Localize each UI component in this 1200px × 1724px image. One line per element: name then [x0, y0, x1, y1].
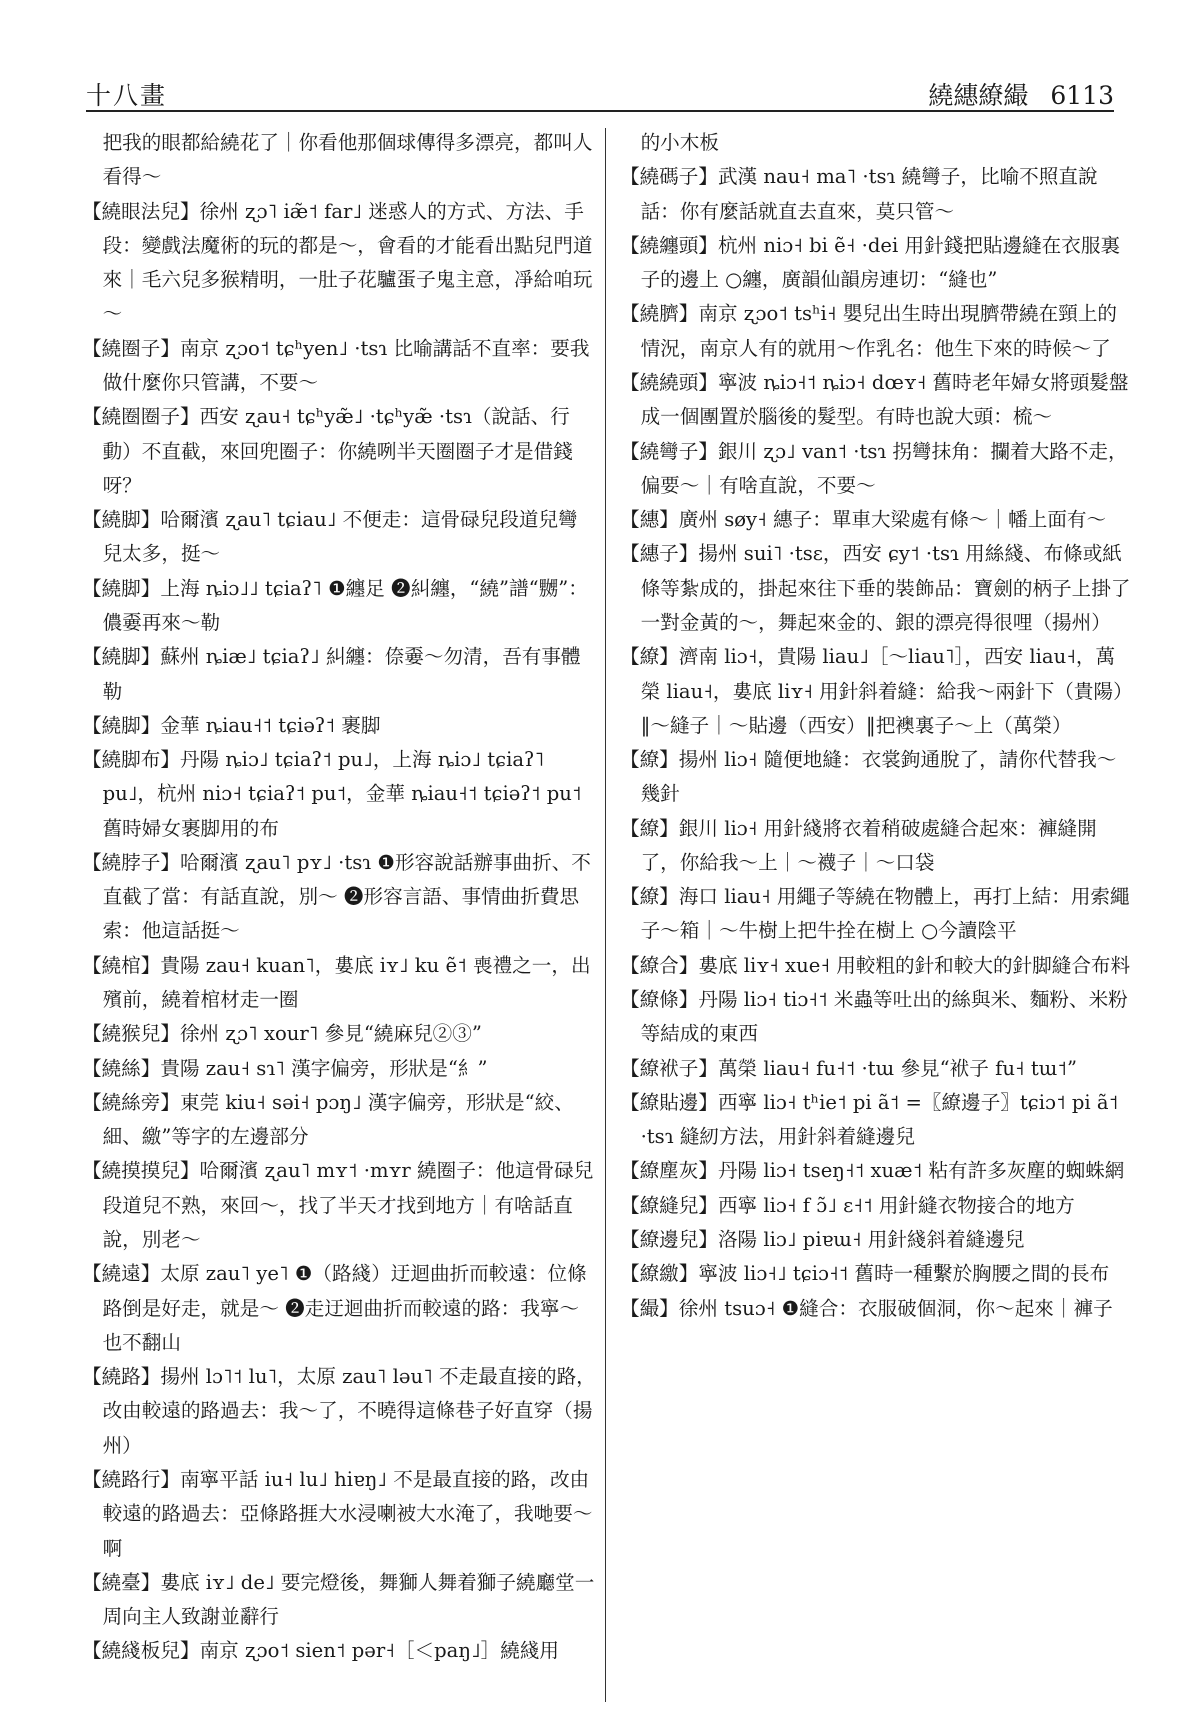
dictionary-entry: 【繞絲旁】東莞 kiu˧ səi˧ pɔŋ˩ 漢字偏旁，形狀是“絞、細、繳”等字的左邊部分 — [82, 1090, 574, 1149]
dictionary-entry: 【繞摸摸兒】哈爾濱 ʐau˥ mʏ˦ ·mʏr 繞圈子：他這骨碌兒段道兒不熟，來回～，找了半天才找到地方｜有啥話直說，別老～ — [82, 1159, 594, 1251]
dictionary-entry: 【繞脚】哈爾濱 ʐau˥ tɕiau˩ 不便走：這骨碌兒段道兒彎兒太多，挺～ — [82, 508, 578, 566]
dictionary-entry: 【繞圈子】南京 ʐɔo˦ tɕʰyen˩ ·tsɿ 比喻講話不直率：要我做什麼你只管講，不要～ — [82, 336, 590, 394]
dictionary-entry: 【繞碼子】武漢 nau˧ ma˥ ·tsɿ 繞彎子，比喻不照直說話：你有麼話就直去直來，莫只管～ — [620, 165, 1098, 223]
continued-text: 把我的眼都給繞花了｜你看他那個球傳得多漂亮，都叫人看得～ — [102, 131, 593, 189]
dictionary-entry: 【繚條】丹陽 liɔ˧ tiɔ˧˦ 米蟲等吐出的絲與米、麵粉、米粉等結成的東西 — [620, 988, 1128, 1046]
dictionary-entry: 【繚合】婁底 liʏ˧ xue˧ 用較粗的針和較大的針脚縫合布料 — [620, 953, 1131, 977]
dictionary-entry: 【繞路行】南寧平話 iu˧ lu˩ hiɐŋ˩ 不是最直接的路，改由較遠的路過去：亞條路捱大水浸喇被大水淹了，我哋要～啊 — [82, 1467, 593, 1560]
dictionary-entry: 【繚繳】寧波 liɔ˧˩ tɕiɔ˧˦ 舊時一種繫於胸腰之間的長布 — [620, 1262, 1110, 1286]
dictionary-entry: 【繞繞頭】寧波 ȵiɔ˧˦ ȵiɔ˧ dœʏ˧ 舊時老年婦女將頭髮盤成一個團置於腦後的髮型。有時也說大頭：梳～ — [620, 370, 1129, 429]
right-column — [620, 126, 1134, 1326]
dictionary-entry: 【繚塵灰】丹陽 liɔ˧ tseŋ˧˦ xuæ˦ 粘有許多灰塵的蜘蛛網 — [620, 1159, 1125, 1183]
dictionary-entry: 【繞圈圈子】西安 ʐau˧ tɕʰyæ̃˩ ·tɕʰyæ̃ ·tsɿ（說話、行動）不直截，來回兜圈子：你繞咧半天圈圈子才是借錢呀？ — [82, 405, 573, 497]
dictionary-entry: 【繞猴兒】徐州 ʐɔ˥ xour˥ 參見“繞麻兒②③” — [82, 1022, 482, 1046]
page-number: 6113 — [1050, 81, 1114, 110]
header-right — [914, 76, 1114, 112]
dictionary-entry: 【繐子】揚州 sui˥ ·tsɛ，西安 ɕy˦ ·tsɿ 用絲綫、布條或紙條等紮成的，掛起來往下垂的裝飾品：寶劍的柄子上掛了一對金黃的～，舞起來金的、銀的漂亮得很哩（揚州） — [620, 542, 1131, 634]
dictionary-entry: 【繞彎子】銀川 ʐɔ˩ van˦ ·tsɿ 拐彎抹角：攔着大路不走，偏要～｜有啥直說，不要～ — [620, 439, 1128, 497]
dictionary-entry: 【繚縫兒】西寧 liɔ˧ f ɔ̃˩ ɛ˧˦ 用針縫衣物接合的地方 — [620, 1193, 1075, 1217]
dictionary-entry: 【繚袱子】萬榮 liau˧ fu˧˦ ·tɯ 參見“袱子 fu˧ tɯ˦” — [620, 1056, 1077, 1080]
dictionary-entry: 【繞脚】蘇州 ȵiæ˩ tɕiaʔ˩ 糾纏：倷嫑～勿清，吾有事體勒 — [82, 645, 581, 703]
dictionary-entry: 【繐】廣州 søy˧ 繐子：單車大梁處有條～｜幡上面有～ — [620, 508, 1107, 532]
left-column — [82, 126, 596, 1669]
left-entry-list — [82, 195, 596, 1669]
column-divider — [605, 128, 606, 1702]
page-header — [86, 76, 1114, 112]
dictionary-entry: 【繚貼邊】西寧 liɔ˧ tʰie˦ pi ã˦ =〖繚邊子〗tɕiɔ˦ pi ã˦ ·tsɿ 縫紉方法，用針斜着縫邊兒 — [620, 1090, 1119, 1149]
continued-text: 的小木板 — [640, 131, 719, 154]
header-chars: 繞繐繚繓 — [928, 81, 1029, 110]
dictionary-entry: 【繞脚】上海 ȵiɔ˩˩ tɕiaʔ˥ ❶纏足 ❷糾纏，“繞”譜“嬲”：儂嫑再來～勒 — [82, 576, 588, 634]
dictionary-entry: 【繞纏頭】杭州 niɔ˧ bi ẽ˧ ·dei 用針錢把貼邊縫在衣服裏子的邊上 ○纏，廣韻仙韻房連切：“縫也” — [620, 233, 1121, 292]
dictionary-entry: 【繞臍】南京 ʐɔo˦ tsʰi˧ 嬰兒出生時出現臍帶繞在頸上的情況，南京人有的就用～作乳名：他生下來的時候～了 — [620, 302, 1118, 360]
section-title: 十八畫 — [86, 81, 168, 110]
right-entry-list — [620, 160, 1134, 1326]
dictionary-entry: 【繞絲】貴陽 zau˧ sɿ˥ 漢字偏旁，形狀是“糹” — [82, 1056, 488, 1080]
dictionary-entry: 【繚邊兒】洛陽 liɔ˩ piɐɯ˧ 用針綫斜着縫邊兒 — [620, 1228, 1025, 1251]
dictionary-entry: 【繞路】揚州 lɔ˥˦ lu˥，太原 zau˥ ləu˥ 不走最直接的路，改由較遠的路過去：我～了，不曉得這條巷子好直穿（揚州） — [82, 1365, 596, 1457]
dictionary-entry: 【繞臺】婁底 iʏ˩ de˩ 要完燈後，舞獅人舞着獅子繞廳堂一周向主人致謝並辭行 — [82, 1570, 595, 1629]
dictionary-entry: 【繞遠】太原 zau˥ ye˥ ❶（路綫）迂迴曲折而較遠：位條路倒是好走，就是～ ❷走迂迴曲折而較遠的路：我寧～也不翻山 — [82, 1262, 587, 1354]
dictionary-entry: 【繚】濟南 liɔ˧，貴陽 liau˩［～liau˥］，西安 liau˧，萬榮 liau˧，婁底 liʏ˧ 用針斜着縫：給我～兩針下（貴陽）‖～縫子｜～貼邊（西安）‖把襖裏子～上（萬榮） — [620, 645, 1133, 737]
dictionary-entry: 【繞眼法兒】徐州 ʐɔ˥ iæ̃˦ far˩ 迷惑人的方式、方法、手段：變戲法魔術的玩的都是～，會看的才能看出點兒門道來｜毛六兒多猴精明，一肚子花驢蛋子鬼主意，凈給咱玩～ — [82, 199, 593, 326]
dictionary-entry: 【繞棺】貴陽 zau˧ kuan˥，婁底 iʏ˩ ku ẽ˦ 喪禮之一，出殯前，繞着棺材走一圈 — [82, 953, 591, 1012]
dictionary-entry: 【繓】徐州 tsuɔ˧ ❶縫合：衣服破個洞，你～起來｜褲子 — [620, 1296, 1113, 1320]
dictionary-entry: 【繚】銀川 liɔ˧ 用針綫將衣着稍破處縫合起來：褲縫開了，你給我～上｜～襪子｜～口袋 — [620, 816, 1097, 874]
dictionary-entry: 【繞脖子】哈爾濱 ʐau˥ pʏ˩ ·tsɿ ❶形容說話辦事曲折、不直截了當：有話直說，別～ ❷形容言語、事情曲折費思索：他這話挺～ — [82, 850, 591, 943]
dictionary-entry: 【繞脚布】丹陽 ȵiɔ˩ tɕiaʔ˦ pu˩，上海 ȵiɔ˩ tɕiaʔ˥ pu˩，杭州 niɔ˧ tɕiaʔ˦ pu˦，金華 ȵiau˧˦ tɕiəʔ˦ pu˦ 舊時婦女裹脚用的布 — [82, 748, 582, 840]
dictionary-entry: 【繞綫板兒】南京 ʐɔo˦ sien˦ pər˧［＜paŋ˩］繞綫用 — [82, 1639, 560, 1663]
dictionary-entry: 【繞脚】金華 ȵiau˧˦ tɕiəʔ˦ 裹脚 — [82, 713, 381, 737]
dictionary-entry: 【繚】揚州 liɔ˧ 隨便地縫：衣裳鉤通脫了，請你代替我～幾針 — [620, 748, 1117, 806]
dictionary-entry: 【繚】海口 liau˧ 用繩子等繞在物體上，再打上結：用索繩子～箱｜～牛樹上把牛拴在樹上 ○今讀陰平 — [620, 885, 1130, 943]
